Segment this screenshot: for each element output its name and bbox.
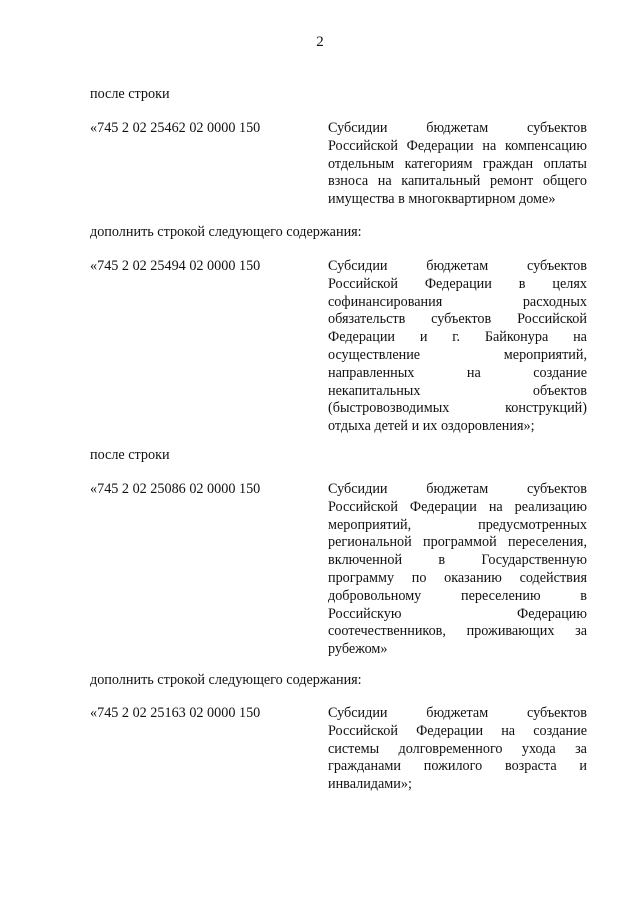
description-line bbox=[328, 347, 587, 365]
description-word: Федерации bbox=[406, 137, 474, 154]
instruction-text: после строки bbox=[90, 86, 170, 102]
description-word: капитальный bbox=[401, 173, 481, 190]
description-word: взноса bbox=[328, 173, 369, 190]
description-word: включенной bbox=[328, 552, 403, 569]
description-word: отдельным bbox=[328, 155, 395, 172]
description-word: конструкций) bbox=[505, 400, 587, 417]
description-word: региональной bbox=[328, 534, 412, 551]
description-word: добровольному bbox=[328, 587, 422, 604]
instruction-text: дополнить строкой следующего содержания: bbox=[90, 224, 362, 240]
description-word: Байконура bbox=[484, 329, 549, 346]
description-line bbox=[328, 173, 587, 191]
description-word: в bbox=[518, 275, 526, 292]
description-word: расходных bbox=[522, 293, 587, 310]
budget-code: «745 2 02 25163 02 0000 150 bbox=[90, 705, 261, 721]
description-line: рубежом» bbox=[328, 641, 388, 658]
description-word: компенсацию bbox=[504, 137, 587, 154]
description-word: субъектов bbox=[526, 705, 587, 721]
description-line bbox=[328, 383, 587, 401]
description-word: по bbox=[411, 569, 427, 586]
description-word: на bbox=[466, 364, 481, 381]
description-line bbox=[328, 365, 587, 383]
description-word: содействия bbox=[519, 569, 587, 586]
description-word: некапитальных bbox=[328, 382, 421, 399]
description-word: программу bbox=[328, 569, 395, 586]
budget-code-description bbox=[328, 258, 587, 436]
description-word: г. bbox=[452, 329, 461, 346]
description-word: ремонт bbox=[489, 173, 534, 190]
description-word: Субсидии bbox=[328, 481, 388, 497]
description-word: ухода bbox=[521, 740, 556, 757]
description-word: субъектов bbox=[526, 258, 587, 274]
description-word: гражданами bbox=[328, 758, 401, 775]
description-word: Российской bbox=[517, 311, 587, 328]
description-word: системы bbox=[328, 740, 380, 757]
description-line bbox=[328, 552, 587, 570]
description-word: бюджетам bbox=[426, 258, 489, 274]
description-line bbox=[328, 276, 587, 294]
description-line: отдыха детей и их оздоровления»; bbox=[328, 418, 535, 435]
description-word: на bbox=[377, 173, 392, 190]
description-word: на bbox=[482, 137, 497, 154]
description-word: бюджетам bbox=[426, 705, 489, 721]
description-word: общего bbox=[542, 173, 587, 190]
description-word: направленных bbox=[328, 364, 415, 381]
description-word: мероприятий, bbox=[503, 346, 587, 363]
description-line bbox=[328, 329, 587, 347]
description-word: бюджетам bbox=[426, 120, 489, 136]
budget-code: «745 2 02 25086 02 0000 150 bbox=[90, 481, 261, 497]
description-line bbox=[328, 120, 587, 138]
description-word: субъектов bbox=[431, 311, 492, 328]
description-word: Российскую bbox=[328, 605, 402, 622]
description-line bbox=[328, 156, 587, 174]
description-word: мероприятий, bbox=[328, 516, 412, 533]
description-word: бюджетам bbox=[426, 481, 489, 497]
description-line bbox=[328, 258, 587, 276]
description-word: Федерации bbox=[409, 498, 477, 515]
instruction-text: дополнить строкой следующего содержания: bbox=[90, 672, 362, 688]
description-word: Субсидии bbox=[328, 258, 388, 274]
description-word: на bbox=[501, 722, 516, 739]
description-line bbox=[328, 623, 587, 641]
description-word: категориям bbox=[404, 155, 473, 172]
description-word: переселению bbox=[460, 587, 541, 604]
description-line bbox=[328, 758, 587, 776]
description-word: возраста bbox=[504, 758, 557, 775]
description-line: инвалидами»; bbox=[328, 776, 412, 793]
description-word: проживающих bbox=[466, 623, 555, 640]
description-word: целях bbox=[552, 275, 587, 292]
budget-code-description bbox=[328, 705, 587, 794]
description-word: программой bbox=[423, 534, 497, 551]
budget-code-description bbox=[328, 120, 587, 209]
description-line bbox=[328, 294, 587, 312]
budget-code-description bbox=[328, 481, 587, 659]
description-word: обязательств bbox=[328, 311, 406, 328]
description-word: оказанию bbox=[444, 569, 502, 586]
description-word: Российской bbox=[328, 275, 398, 292]
budget-code: «745 2 02 25462 02 0000 150 bbox=[90, 120, 261, 136]
description-word: в bbox=[438, 552, 446, 569]
description-word: Федерации bbox=[416, 722, 484, 739]
description-word: создание bbox=[533, 722, 587, 739]
description-line bbox=[328, 570, 587, 588]
description-word: Российской bbox=[328, 498, 398, 515]
description-line bbox=[328, 705, 587, 723]
description-line bbox=[328, 741, 587, 759]
page-number: 2 bbox=[316, 34, 324, 50]
description-line bbox=[328, 481, 587, 499]
description-word: предусмотренных bbox=[478, 516, 587, 533]
description-word: Государственную bbox=[481, 552, 587, 569]
description-word: и bbox=[419, 329, 428, 346]
description-word: оплаты bbox=[543, 155, 587, 172]
description-word: Субсидии bbox=[328, 705, 388, 721]
description-line bbox=[328, 311, 587, 329]
description-word: граждан bbox=[482, 155, 534, 172]
description-word: долговременного bbox=[398, 740, 503, 757]
description-word: на bbox=[573, 329, 587, 346]
description-line bbox=[328, 606, 587, 624]
description-word: субъектов bbox=[526, 120, 587, 136]
description-line bbox=[328, 517, 587, 535]
description-word: софинансирования bbox=[328, 293, 443, 310]
instruction-text: после строки bbox=[90, 447, 170, 463]
description-line bbox=[328, 400, 587, 418]
description-word: объектов bbox=[532, 382, 587, 399]
description-line bbox=[328, 534, 587, 552]
description-word: в bbox=[580, 587, 587, 604]
budget-code: «745 2 02 25494 02 0000 150 bbox=[90, 258, 261, 274]
description-word: Федерации bbox=[424, 275, 492, 292]
description-word: Российской bbox=[328, 137, 398, 154]
description-word: Федерацию bbox=[516, 605, 587, 622]
description-word: Российской bbox=[328, 722, 398, 739]
description-word: пожилого bbox=[423, 758, 483, 775]
description-word: соотечественников, bbox=[328, 623, 446, 640]
description-word: за bbox=[575, 740, 587, 757]
description-word: субъектов bbox=[526, 481, 587, 497]
description-word: Субсидии bbox=[328, 120, 388, 136]
description-line: имущества в многоквартирном доме» bbox=[328, 191, 556, 208]
description-word: создание bbox=[533, 364, 587, 381]
description-word: переселения, bbox=[507, 534, 587, 551]
description-line bbox=[328, 499, 587, 517]
description-word: на bbox=[488, 498, 503, 515]
description-line bbox=[328, 138, 587, 156]
description-line bbox=[328, 588, 587, 606]
description-word: осуществление bbox=[328, 346, 421, 363]
description-word: и bbox=[579, 758, 587, 775]
description-word: реализацию bbox=[514, 498, 587, 515]
description-line bbox=[328, 723, 587, 741]
description-word: (быстровозводимых bbox=[328, 400, 450, 417]
description-word: за bbox=[575, 623, 587, 640]
description-word: Федерации bbox=[328, 329, 396, 346]
